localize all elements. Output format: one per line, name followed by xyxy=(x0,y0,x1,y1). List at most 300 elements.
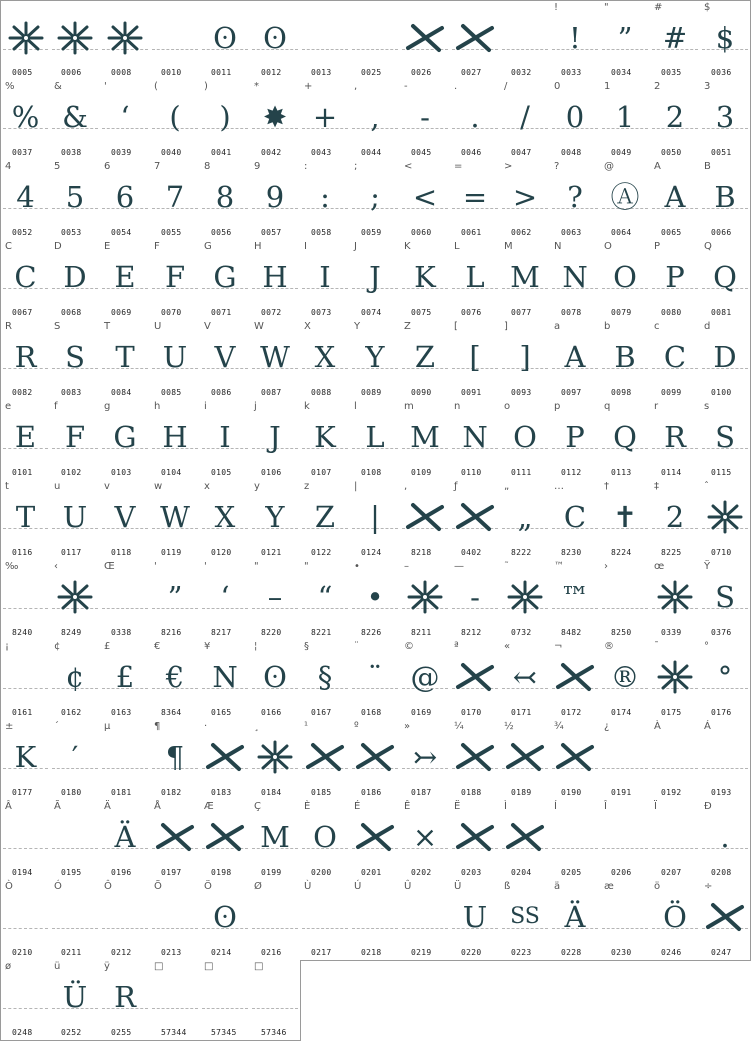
glyph-cell[interactable] xyxy=(500,0,551,81)
glyph-cell[interactable] xyxy=(550,480,601,561)
glyph-cell[interactable] xyxy=(100,240,151,321)
glyph-cell[interactable] xyxy=(300,880,351,961)
glyph-cell[interactable] xyxy=(200,640,251,721)
glyph-cell[interactable] xyxy=(200,480,251,561)
glyph-cell[interactable] xyxy=(50,80,101,161)
char-code: 0038 xyxy=(61,148,82,157)
glyph-cell[interactable] xyxy=(250,800,301,881)
glyph-cell[interactable] xyxy=(550,800,601,881)
glyph-cell[interactable] xyxy=(350,480,401,561)
glyph-cell[interactable] xyxy=(600,160,651,241)
glyph-cell[interactable] xyxy=(700,880,751,961)
cell-char-label: O xyxy=(604,241,612,252)
glyph-cell[interactable] xyxy=(100,560,151,641)
char-code: 0208 xyxy=(711,868,732,877)
glyph-cell[interactable] xyxy=(250,480,301,561)
glyph-cell[interactable] xyxy=(650,800,701,881)
cell-char-label: À xyxy=(654,721,661,732)
glyph-cell[interactable] xyxy=(300,720,351,801)
cell-char-label: Ê xyxy=(404,801,411,812)
glyph-cell[interactable] xyxy=(50,960,101,1041)
glyph-cell[interactable] xyxy=(150,160,201,241)
glyph-cell[interactable] xyxy=(50,320,101,401)
glyph-cell[interactable] xyxy=(0,320,51,401)
glyph-cell[interactable] xyxy=(600,720,651,801)
glyph-cell[interactable] xyxy=(550,400,601,481)
glyph-cell[interactable] xyxy=(700,0,751,81)
glyph-cell[interactable] xyxy=(150,320,201,401)
glyph-cell[interactable] xyxy=(650,400,701,481)
glyph-cell[interactable] xyxy=(350,0,401,81)
cell-char-label: 4 xyxy=(5,161,12,172)
glyph-cell[interactable] xyxy=(150,560,201,641)
cross-bones-icon xyxy=(400,494,450,540)
cell-char-label: ‰ xyxy=(5,561,19,572)
glyph-cell[interactable] xyxy=(300,560,351,641)
glyph-cell[interactable] xyxy=(450,800,501,881)
glyph-cell[interactable] xyxy=(500,480,551,561)
cell-char-label: Î xyxy=(604,801,607,812)
glyph-cell[interactable] xyxy=(250,240,301,321)
glyph-cell[interactable] xyxy=(250,160,301,241)
glyph-sample: O xyxy=(613,259,637,294)
cell-char-label: „ xyxy=(504,481,510,492)
glyph-cell[interactable] xyxy=(500,400,551,481)
glyph-cell[interactable] xyxy=(150,400,201,481)
glyph-cell[interactable] xyxy=(300,320,351,401)
char-code: 0044 xyxy=(361,148,382,157)
glyph-cell[interactable] xyxy=(650,640,701,721)
char-code: 0190 xyxy=(561,788,582,797)
glyph-cell[interactable] xyxy=(600,880,651,961)
glyph-cell[interactable] xyxy=(400,0,451,81)
glyph-sample: E xyxy=(14,419,37,454)
glyph-cell[interactable] xyxy=(700,240,751,321)
glyph-cell[interactable] xyxy=(50,640,101,721)
glyph-cell[interactable] xyxy=(400,400,451,481)
glyph-sample xyxy=(600,894,650,940)
char-code: 0112 xyxy=(561,468,582,477)
cross-bones-icon xyxy=(550,654,600,700)
glyph-cell[interactable] xyxy=(200,400,251,481)
glyph-cell[interactable] xyxy=(0,560,51,641)
glyph-cell[interactable] xyxy=(150,880,201,961)
glyph-sample: ‘ xyxy=(120,99,130,134)
glyph-cell[interactable] xyxy=(450,880,501,961)
glyph-cell[interactable] xyxy=(50,0,101,81)
glyph-cell[interactable] xyxy=(250,880,301,961)
glyph-cell[interactable] xyxy=(600,80,651,161)
glyph-cell[interactable] xyxy=(650,880,701,961)
cell-char-label: Ö xyxy=(204,881,212,892)
cell-char-label: $ xyxy=(704,2,711,13)
glyph-cell[interactable] xyxy=(650,240,701,321)
glyph-cell[interactable] xyxy=(500,240,551,321)
glyph-cell[interactable] xyxy=(0,480,51,561)
glyph-sample: – xyxy=(267,579,283,614)
glyph-cell[interactable] xyxy=(350,160,401,241)
glyph-cell[interactable] xyxy=(300,0,351,81)
glyph-cell[interactable] xyxy=(700,800,751,881)
glyph-cell[interactable] xyxy=(50,560,101,641)
glyph-cell[interactable] xyxy=(200,880,251,961)
glyph-cell[interactable] xyxy=(0,880,51,961)
glyph-cell[interactable] xyxy=(400,80,451,161)
cell-char-label: ! xyxy=(554,2,559,13)
char-code: 0032 xyxy=(511,68,532,77)
glyph-sample: F xyxy=(164,259,186,294)
char-code: 0187 xyxy=(411,788,432,797)
glyph-cell[interactable] xyxy=(400,880,451,961)
glyph-cell[interactable] xyxy=(50,480,101,561)
glyph-sample: S xyxy=(715,419,735,454)
cell-char-label: v xyxy=(104,481,110,492)
glyph-cell[interactable] xyxy=(600,320,651,401)
glyph-cell[interactable] xyxy=(0,80,51,161)
glyph-cell[interactable] xyxy=(100,720,151,801)
glyph-sample: 2 xyxy=(665,99,685,134)
glyph-cell[interactable] xyxy=(300,400,351,481)
cell-char-label: > xyxy=(504,161,513,172)
glyph-cell[interactable] xyxy=(200,560,251,641)
cell-char-label: … xyxy=(554,481,564,492)
cell-char-label: b xyxy=(604,321,611,332)
char-code: 0072 xyxy=(261,308,282,317)
glyph-cell[interactable] xyxy=(700,400,751,481)
glyph-cell[interactable] xyxy=(100,880,151,961)
glyph-cell[interactable] xyxy=(100,480,151,561)
char-code: 0063 xyxy=(561,228,582,237)
glyph-cell[interactable] xyxy=(500,160,551,241)
char-code: 8240 xyxy=(12,628,33,637)
char-code: 0252 xyxy=(61,1028,82,1037)
glyph-cell[interactable] xyxy=(400,720,451,801)
cell-char-label: : xyxy=(304,161,308,172)
glyph-cell[interactable] xyxy=(0,640,51,721)
glyph-cell[interactable] xyxy=(250,960,301,1041)
char-code: 0189 xyxy=(511,788,532,797)
glyph-cell[interactable] xyxy=(350,800,401,881)
cell-char-label: j xyxy=(254,401,257,412)
glyph-cell[interactable] xyxy=(0,160,51,241)
cell-char-label: º xyxy=(354,721,359,732)
cell-char-label: · xyxy=(204,721,208,732)
glyph-cell[interactable] xyxy=(350,560,401,641)
glyph-sample xyxy=(50,814,100,860)
glyph-cell[interactable] xyxy=(150,480,201,561)
glyph-cell[interactable] xyxy=(150,640,201,721)
glyph-cell[interactable] xyxy=(650,0,701,81)
glyph-cell[interactable] xyxy=(250,400,301,481)
glyph-cell[interactable] xyxy=(450,400,501,481)
glyph-cell[interactable] xyxy=(200,800,251,881)
cell-char-label: » xyxy=(404,721,411,732)
glyph-sample: 1 xyxy=(615,99,635,134)
glyph-cell[interactable] xyxy=(150,720,201,801)
cell-char-label: 1 xyxy=(604,81,611,92)
glyph-cell[interactable] xyxy=(250,320,301,401)
glyph-sample: $ xyxy=(715,20,735,55)
glyph-cell[interactable] xyxy=(650,720,701,801)
glyph-cell[interactable] xyxy=(550,0,601,81)
glyph-sample: + xyxy=(312,99,338,134)
cell-char-label: › xyxy=(604,561,608,572)
glyph-cell[interactable] xyxy=(150,240,201,321)
glyph-cell[interactable] xyxy=(0,400,51,481)
glyph-cell[interactable] xyxy=(600,400,651,481)
glyph-cell[interactable] xyxy=(150,0,201,81)
cell-char-label: □ xyxy=(254,961,264,972)
cell-char-label: ; xyxy=(354,161,358,172)
char-code: 0042 xyxy=(261,148,282,157)
glyph-sample: H xyxy=(162,419,188,454)
cell-char-label: Ç xyxy=(254,801,261,812)
glyph-sample: N xyxy=(462,419,488,454)
glyph-cell[interactable] xyxy=(50,880,101,961)
char-code: 0124 xyxy=(361,548,382,557)
glyph-cell[interactable] xyxy=(450,0,501,81)
char-code: 0034 xyxy=(611,68,632,77)
glyph-sample xyxy=(150,894,200,940)
glyph-cell[interactable] xyxy=(550,880,601,961)
glyph-cell[interactable] xyxy=(100,160,151,241)
glyph-cell[interactable] xyxy=(700,720,751,801)
glyph-cell[interactable] xyxy=(550,80,601,161)
cell-char-label: m xyxy=(404,401,414,412)
cell-char-label: ˆ xyxy=(704,481,709,492)
glyph-cell[interactable] xyxy=(350,400,401,481)
cell-char-label: ¿ xyxy=(604,721,610,732)
glyph-cell[interactable] xyxy=(50,160,101,241)
glyph-cell[interactable] xyxy=(400,320,451,401)
glyph-cell[interactable] xyxy=(350,720,401,801)
cell-char-label: z xyxy=(304,481,310,492)
glyph-sample: £ xyxy=(115,659,135,694)
cell-char-label: c xyxy=(654,321,660,332)
char-code: 0078 xyxy=(561,308,582,317)
glyph-cell[interactable] xyxy=(100,320,151,401)
glyph-cell[interactable] xyxy=(350,80,401,161)
char-code: 0162 xyxy=(61,708,82,717)
glyph-cell[interactable] xyxy=(500,800,551,881)
glyph-cell[interactable] xyxy=(300,640,351,721)
glyph-cell[interactable] xyxy=(100,0,151,81)
glyph-cell[interactable] xyxy=(450,560,501,641)
cell-char-label: ] xyxy=(504,321,508,332)
glyph-cell[interactable] xyxy=(100,640,151,721)
glyph-cell[interactable] xyxy=(400,800,451,881)
glyph-cell[interactable] xyxy=(200,960,251,1041)
glyph-sample: Ö xyxy=(663,899,687,934)
glyph-cell[interactable] xyxy=(350,320,401,401)
glyph-cell[interactable] xyxy=(150,80,201,161)
glyph-cell[interactable] xyxy=(450,240,501,321)
char-code: 0248 xyxy=(12,1028,33,1037)
glyph-cell[interactable] xyxy=(150,800,201,881)
glyph-cell[interactable] xyxy=(650,80,701,161)
glyph-cell[interactable] xyxy=(100,80,151,161)
glyph-cell[interactable] xyxy=(600,0,651,81)
glyph-cell[interactable] xyxy=(550,720,601,801)
cell-char-label: K xyxy=(404,241,411,252)
glyph-cell[interactable] xyxy=(250,640,301,721)
glyph-cell[interactable] xyxy=(550,640,601,721)
glyph-cell[interactable] xyxy=(400,640,451,721)
ornament-icon xyxy=(100,15,150,61)
cell-char-label: § xyxy=(304,641,309,652)
cell-char-label: ¨ xyxy=(354,641,359,652)
glyph-cell[interactable] xyxy=(300,480,351,561)
cell-char-label: L xyxy=(454,241,460,252)
glyph-cell[interactable] xyxy=(500,880,551,961)
glyph-cell[interactable] xyxy=(100,800,151,881)
cell-char-label: ¥ xyxy=(204,641,211,652)
glyph-cell[interactable] xyxy=(400,480,451,561)
glyph-cell[interactable] xyxy=(700,480,751,561)
glyph-cell[interactable] xyxy=(600,240,651,321)
glyph-cell[interactable] xyxy=(650,560,701,641)
char-code: 0732 xyxy=(511,628,532,637)
glyph-sample: V xyxy=(114,499,136,534)
glyph-sample: U xyxy=(162,339,188,374)
char-code: 0105 xyxy=(211,468,232,477)
cell-char-label: É xyxy=(354,801,361,812)
glyph-sample xyxy=(550,814,600,860)
glyph-cell[interactable] xyxy=(200,320,251,401)
glyph-cell[interactable] xyxy=(0,0,51,81)
glyph-cell[interactable] xyxy=(200,80,251,161)
char-code: 0177 xyxy=(12,788,33,797)
glyph-cell[interactable] xyxy=(700,640,751,721)
glyph-cell[interactable] xyxy=(500,80,551,161)
glyph-cell[interactable] xyxy=(350,640,401,721)
glyph-cell[interactable] xyxy=(250,560,301,641)
glyph-cell[interactable] xyxy=(450,160,501,241)
glyph-sample: P xyxy=(565,419,585,454)
cell-char-label: y xyxy=(254,481,260,492)
glyph-cell[interactable] xyxy=(200,720,251,801)
glyph-cell[interactable] xyxy=(100,960,151,1041)
glyph-cell[interactable] xyxy=(150,960,201,1041)
glyph-cell[interactable] xyxy=(450,640,501,721)
glyph-cell[interactable] xyxy=(350,240,401,321)
glyph-cell[interactable] xyxy=(300,800,351,881)
glyph-cell[interactable] xyxy=(300,80,351,161)
glyph-cell[interactable] xyxy=(0,960,51,1041)
glyph-cell[interactable] xyxy=(550,560,601,641)
cell-char-label: U xyxy=(154,321,162,332)
glyph-cell[interactable] xyxy=(250,720,301,801)
glyph-cell[interactable] xyxy=(450,320,501,401)
glyph-cell[interactable] xyxy=(600,640,651,721)
glyph-cell[interactable] xyxy=(250,0,301,81)
cross-bones-icon xyxy=(450,654,500,700)
ornament-icon xyxy=(500,574,550,620)
glyph-cell[interactable] xyxy=(500,720,551,801)
glyph-cell[interactable] xyxy=(700,80,751,161)
glyph-cell[interactable] xyxy=(200,0,251,81)
glyph-cell[interactable] xyxy=(600,480,651,561)
cell-char-label: + xyxy=(304,81,313,92)
glyph-cell[interactable] xyxy=(400,160,451,241)
char-code: 0211 xyxy=(61,948,82,957)
glyph-cell[interactable] xyxy=(450,80,501,161)
char-code: 0065 xyxy=(661,228,682,237)
glyph-cell[interactable] xyxy=(600,800,651,881)
char-code: 0107 xyxy=(311,468,332,477)
cell-char-label: ‡ xyxy=(654,481,659,492)
glyph-sample: K xyxy=(14,739,37,774)
glyph-cell[interactable] xyxy=(700,160,751,241)
glyph-cell[interactable] xyxy=(350,880,401,961)
glyph-cell[interactable] xyxy=(300,160,351,241)
char-code: 0219 xyxy=(411,948,432,957)
glyph-sample: N xyxy=(562,259,588,294)
cell-char-label: ö xyxy=(654,881,661,892)
glyph-cell[interactable] xyxy=(400,240,451,321)
glyph-cell[interactable] xyxy=(500,320,551,401)
glyph-cell[interactable] xyxy=(650,480,701,561)
cell-char-label: p xyxy=(554,401,561,412)
glyph-cell[interactable] xyxy=(50,400,101,481)
char-code: 0100 xyxy=(711,388,732,397)
glyph-cell[interactable] xyxy=(400,560,451,641)
char-code: 0048 xyxy=(561,148,582,157)
glyph-cell[interactable] xyxy=(0,800,51,881)
glyph-cell[interactable] xyxy=(0,240,51,321)
glyph-cell[interactable] xyxy=(200,160,251,241)
glyph-cell[interactable] xyxy=(450,480,501,561)
cell-char-label: Ò xyxy=(5,881,13,892)
cell-char-label: C xyxy=(5,241,12,252)
glyph-cell[interactable] xyxy=(700,560,751,641)
cell-char-label: Õ xyxy=(154,881,162,892)
char-code: 0010 xyxy=(161,68,182,77)
glyph-cell[interactable] xyxy=(250,80,301,161)
glyph-sample: O xyxy=(313,819,337,854)
glyph-cell[interactable] xyxy=(200,240,251,321)
glyph-cell[interactable] xyxy=(650,320,701,401)
glyph-cell[interactable] xyxy=(550,160,601,241)
cell-char-label: ¢ xyxy=(54,641,61,652)
glyph-cell[interactable] xyxy=(500,640,551,721)
glyph-sample: ) xyxy=(219,99,231,134)
char-code: 0061 xyxy=(461,228,482,237)
char-code: 0117 xyxy=(61,548,82,557)
cell-char-label: R xyxy=(5,321,12,332)
glyph-cell[interactable] xyxy=(550,320,601,401)
glyph-cell[interactable] xyxy=(450,720,501,801)
cell-char-label: Ì xyxy=(504,801,507,812)
glyph-cell[interactable] xyxy=(650,160,701,241)
char-code: 0183 xyxy=(211,788,232,797)
ornament-icon xyxy=(650,574,700,620)
glyph-cell[interactable] xyxy=(700,320,751,401)
char-code: 0087 xyxy=(261,388,282,397)
glyph-cell[interactable] xyxy=(600,560,651,641)
char-code: 0055 xyxy=(161,228,182,237)
cell-char-label: - xyxy=(404,81,408,92)
glyph-cell[interactable] xyxy=(300,240,351,321)
glyph-cell[interactable] xyxy=(500,560,551,641)
cell-char-label: u xyxy=(54,481,61,492)
glyph-cell[interactable] xyxy=(0,720,51,801)
glyph-cell[interactable] xyxy=(550,240,601,321)
glyph-cell[interactable] xyxy=(100,400,151,481)
glyph-cell[interactable] xyxy=(50,720,101,801)
glyph-cell[interactable] xyxy=(50,240,101,321)
glyph-cell[interactable] xyxy=(50,800,101,881)
